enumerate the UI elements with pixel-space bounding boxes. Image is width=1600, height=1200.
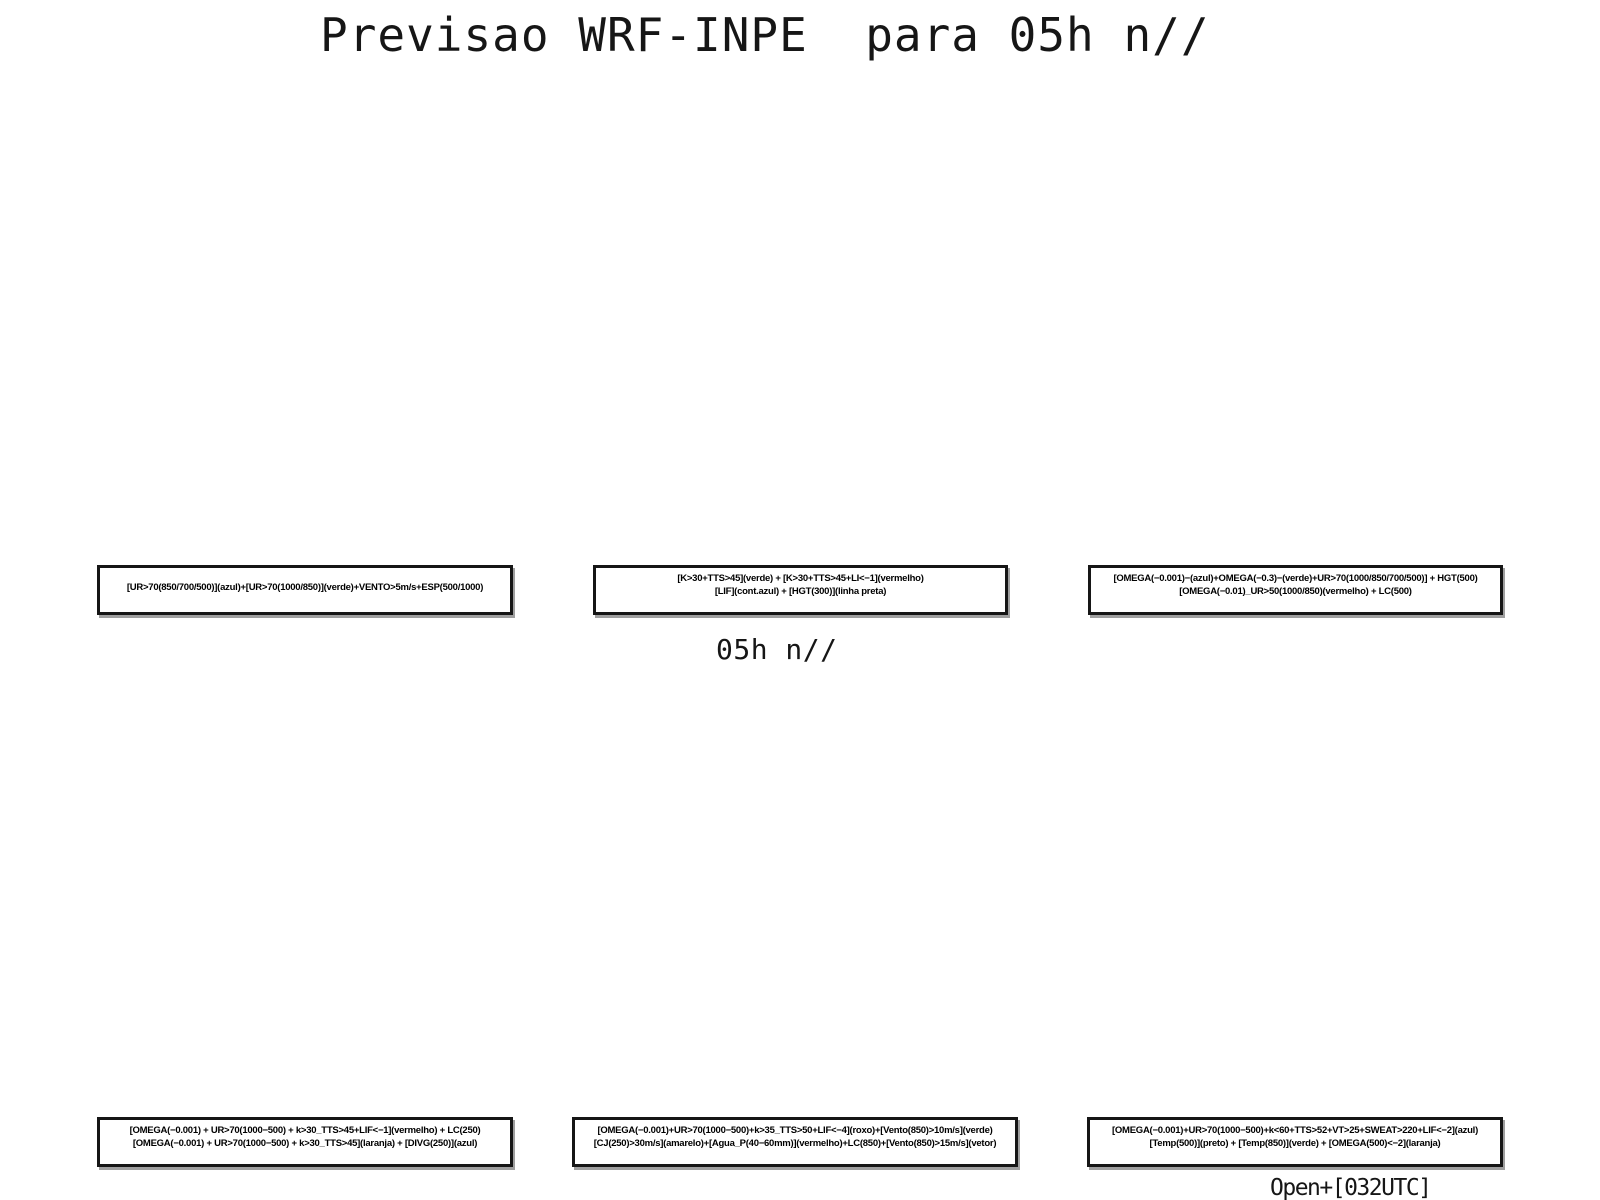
legend-line: [K>30+TTS>45](verde) + [K>30+TTS>45+LI<−1](vermelho) <box>677 573 924 584</box>
footer-open-utc-label: Open+[032UTC] <box>1270 1175 1431 1200</box>
legend-box-mid-center <box>593 565 1008 615</box>
legend-line: [CJ(250)>30m/s](amarelo)+[Agua_P(40−60mm)](vermelho)+LC(850)+[Vento(850)>15m/s](vetor) <box>593 1138 997 1149</box>
center-time-label: 05h n// <box>716 633 838 666</box>
legend-box-bottom-center <box>572 1117 1018 1167</box>
legend-box-mid-left <box>97 565 513 615</box>
legend-line: [OMEGA(−0.001) + UR>70(1000−500) + k>30_TTS>45](laranja) + [DIVG(250)](azul) <box>132 1138 478 1149</box>
legend-box-bottom-left <box>97 1117 513 1167</box>
legend-line: [Temp(500)](preto) + [Temp(850)](verde) + [OMEGA(500)<−2](laranja) <box>1149 1138 1441 1149</box>
legend-line: [OMEGA(−0.001) + UR>70(1000−500) + k>30_TTS>45+LIF<−1](vermelho) + LC(250) <box>129 1125 481 1136</box>
legend-line: [OMEGA(−0.01)_UR>50(1000/850)(vermelho) + LC(500) <box>1179 586 1412 597</box>
page-title: Previsao WRF-INPE para 05h n// <box>320 8 1210 62</box>
legend-line: [OMEGA(−0.001)+UR>70(1000−500)+k>35_TTS>50+LIF<−4](roxo)+[Vento(850)>10m/s](verde) <box>597 1125 993 1136</box>
legend-line: [OMEGA(−0.001)+UR>70(1000−500)+k<60+TTS>52+VT>25+SWEAT>220+LIF<−2](azul) <box>1112 1125 1478 1136</box>
legend-line: [UR>70(850/700/500)](azul)+[UR>70(1000/850)](verde)+VENTO>5m/s+ESP(500/1000) <box>126 582 484 593</box>
legend-box-bottom-right <box>1087 1117 1503 1167</box>
legend-line: [OMEGA(−0.001)−(azul)+OMEGA(−0.3)−(verde)+UR>70(1000/850/700/500)] + HGT(500) <box>1113 573 1478 584</box>
legend-line: [LIF](cont.azul) + [HGT(300)](linha preta) <box>714 586 887 597</box>
legend-box-mid-right <box>1088 565 1503 615</box>
